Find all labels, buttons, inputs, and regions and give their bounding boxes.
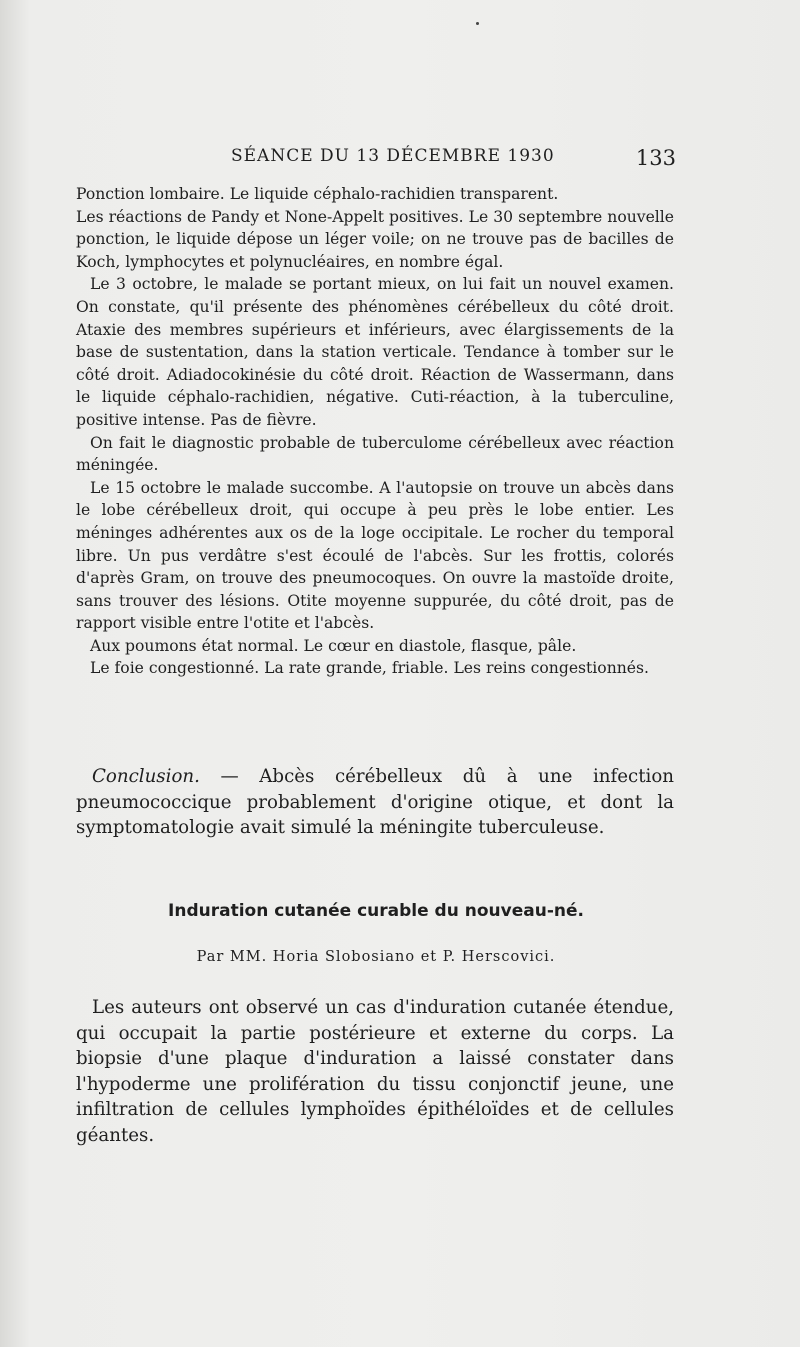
paragraph: Le 3 octobre, le malade se portant mieux, on lui fait un nouvel examen. On constate, qu'il présente des phénomènes cérébelleux du côté droit. Ataxie des membres supérieurs et inférieurs, avec élargissements de la base de sustentation, dans la station verticale. Tendance à tomber sur le côté droit. Adiadocokinésie du côté droit. Réaction de Wassermann, dans le liquide céphalo-rachidien, négative. Cuti-réaction, à la tuberculine, positive intense. Pas de fièvre. [76, 275, 674, 429]
page-number: 133 [635, 146, 676, 170]
article-body [76, 995, 674, 1148]
case-report-text [76, 183, 674, 680]
conclusion [76, 764, 674, 841]
paragraph: Les réactions de Pandy et None-Appelt positives. Le 30 septembre nouvelle ponction, le liquide dépose un léger voile; on ne trouve pas de bacilles de Koch, lymphocytes et polynucléaires, en nombre égal. [76, 207, 674, 271]
paragraph: Ponction lombaire. Le liquide céphalo-rachidien transparent. [76, 185, 559, 203]
running-title: SÉANCE DU 13 DÉCEMBRE 1930 [231, 146, 555, 166]
article-authors: Par MM. Horia Slobosiano et P. Herscovici. [196, 949, 556, 965]
paragraph: Aux poumons état normal. Le cœur en diastole, flasque, pâle. [90, 636, 577, 655]
conclusion-text: — Abcès cérébelleux dû à une infection pneumococcique probablement d'origine otique, et dont la symptomatologie avait simulé la méningite tuberculeuse. [76, 766, 674, 838]
page-header [76, 146, 676, 176]
article-title: Induration cutanée curable du nouveau-né. [168, 901, 584, 921]
paragraph: Les auteurs ont observé un cas d'induration cutanée étendue, qui occupait la partie postérieure et externe du corps. La biopsie d'une plaque d'induration a laissé constater dans l'hypoderme une prolifération du tissu conjonctif jeune, une infiltration de cellules lymphoïdes épithéloïdes et de cellules géantes. [76, 997, 674, 1146]
conclusion-label: Conclusion. [92, 766, 200, 787]
paragraph: Le 15 octobre le malade succombe. A l'autopsie on trouve un abcès dans le lobe cérébelleux droit, qui occupe à peu près le lobe entier. Les méninges adhérentes aux os de la loge occipitale. Le rocher du temporal libre. Un pus verdâtre s'est écoulé de l'abcès. Sur les frottis, colorés d'après Gram, on trouve des pneumocoques. On ouvre la mastoïde droite, sans trouver des lésions. Otite moyenne suppurée, du côté droit, pas de rapport visible entre l'otite et l'abcès. [76, 478, 674, 633]
printing-mark [476, 22, 479, 25]
paragraph: On fait le diagnostic probable de tuberculome cérébelleux avec réaction méningée. [76, 433, 674, 475]
paragraph: Le foie congestionné. La rate grande, friable. Les reins congestionnés. [90, 659, 649, 678]
